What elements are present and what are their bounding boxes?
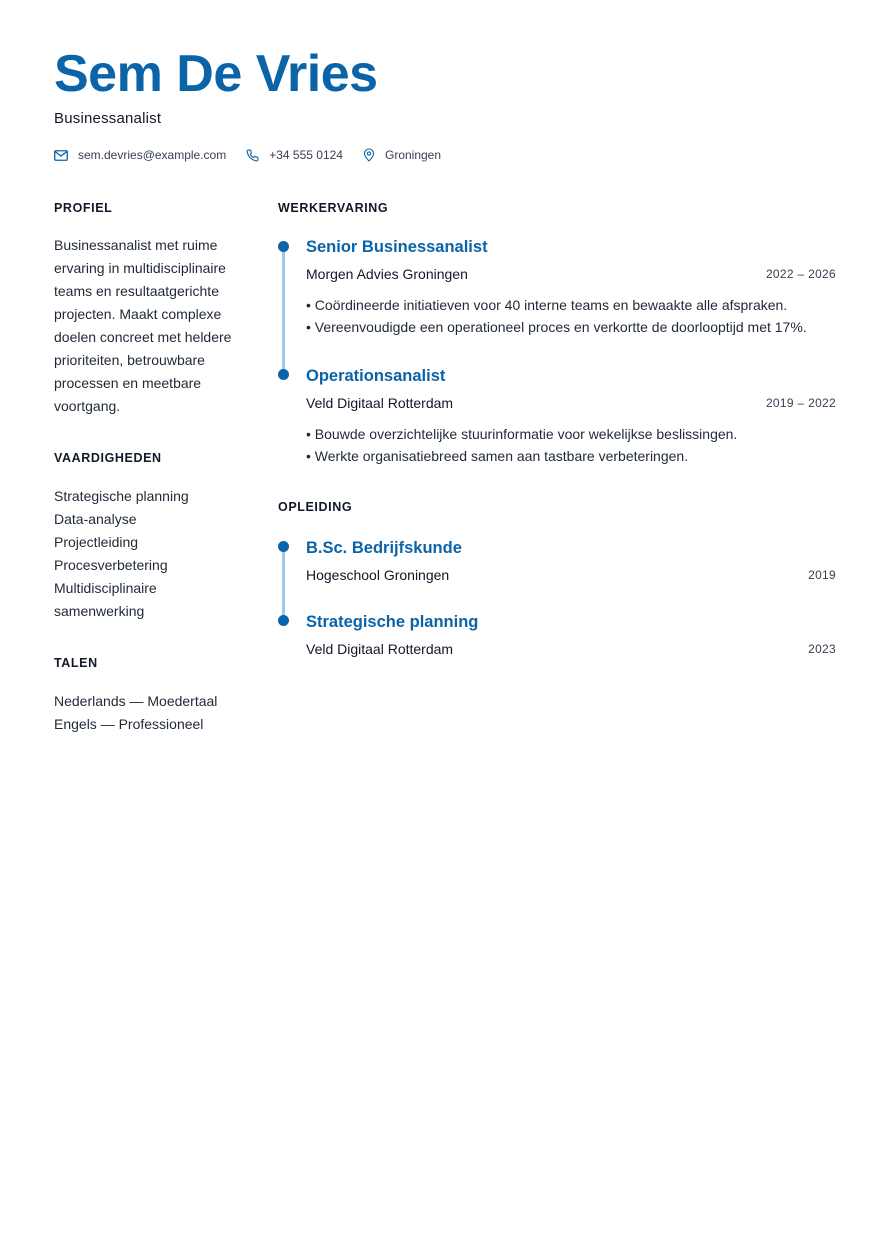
education-heading: OPLEIDING <box>278 500 353 514</box>
skill-item: Projectleiding <box>54 534 139 550</box>
skill-item: Procesverbetering <box>54 557 168 573</box>
education-title: B.Sc. Bedrijfskunde <box>306 539 462 557</box>
language-item: Nederlands — Moedertaal <box>54 693 218 709</box>
experience-title: Operationsanalist <box>306 367 446 385</box>
bullet-item: • Bouwde overzichtelijke stuurinformatie voor wekelijkse beslissingen. <box>306 423 846 445</box>
experience-bullets <box>306 423 846 467</box>
languages-list <box>54 690 244 736</box>
contact-bar <box>54 146 461 164</box>
email-text: sem.devries@example.com <box>78 148 227 162</box>
skill-item: Strategische planning <box>54 488 189 504</box>
skill-item: Data-analyse <box>54 511 137 527</box>
experience-heading: WERKERVARING <box>278 201 389 215</box>
timeline-dot <box>278 615 289 626</box>
skill-item: Multidisciplinaire samenwerking <box>54 580 157 619</box>
location-text: Groningen <box>384 148 442 162</box>
phone-icon <box>246 149 259 162</box>
experience-org: Veld Digitaal Rotterdam <box>306 395 454 411</box>
education-timeline-line <box>282 547 285 621</box>
profile-text: Businessanalist met ruime ervaring in multidisciplinaire teams en resultaatgerichte projecten. Maakt complexe doelen concreet met heldere prioriteiten, betrouwbare processen en meetbare voortgang. <box>54 237 232 414</box>
phone-text: +34 555 0124 <box>269 148 343 162</box>
language-item: Engels — Professioneel <box>54 716 204 732</box>
timeline-dot <box>278 541 289 552</box>
mail-icon <box>54 150 68 161</box>
education-dates: 2023 <box>808 642 836 656</box>
languages-heading: TALEN <box>54 656 98 670</box>
job-title: Businessanalist <box>54 110 162 127</box>
contact-location <box>363 146 441 164</box>
contact-email[interactable] <box>54 146 226 164</box>
timeline-dot <box>278 241 289 252</box>
education-org: Veld Digitaal Rotterdam <box>306 641 454 657</box>
experience-timeline-line <box>282 246 285 376</box>
skills-list <box>54 485 244 623</box>
education-dates: 2019 <box>808 568 836 582</box>
experience-dates: 2022 – 2026 <box>765 267 836 281</box>
experience-bullets <box>306 294 846 338</box>
experience-org: Morgen Advies Groningen <box>306 266 468 282</box>
bullet-item: • Werkte organisatiebreed samen aan tastbare verbeteringen. <box>306 445 846 467</box>
bullet-item: • Coördineerde initiatieven voor 40 interne teams en bewaakte alle afspraken. <box>306 294 846 316</box>
education-org: Hogeschool Groningen <box>306 567 450 583</box>
candidate-name: Sem De Vries <box>54 45 378 103</box>
timeline-dot <box>278 369 289 380</box>
bullet-item: • Vereenvoudigde een operationeel proces en verkortte de doorlooptijd met 17%. <box>306 316 846 338</box>
experience-title: Senior Businessanalist <box>306 238 488 256</box>
education-title: Strategische planning <box>306 613 479 631</box>
contact-phone[interactable] <box>246 146 343 164</box>
experience-dates: 2019 – 2022 <box>765 396 836 410</box>
location-pin-icon <box>363 148 375 162</box>
profile-heading: PROFIEL <box>54 201 113 215</box>
skills-heading: VAARDIGHEDEN <box>54 451 162 465</box>
